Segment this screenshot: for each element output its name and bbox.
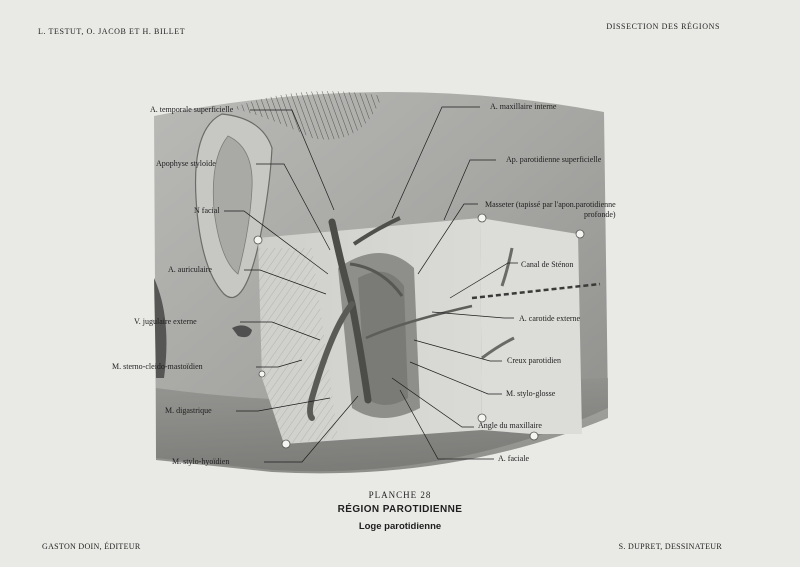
- label-sterno: M. sterno-cleido-mastoïdien: [112, 362, 203, 371]
- label-jugulaire: V. jugulaire externe: [134, 317, 197, 326]
- label-masseter: Masseter (tapissé par l'apon.parotidienne: [485, 200, 616, 209]
- label-stylohyoidien: M. stylo-hyoïdien: [172, 457, 230, 466]
- label-stenon: Canal de Sténon: [521, 260, 574, 269]
- plate-number: PLANCHE 28: [368, 490, 432, 500]
- header-authors: L. TESTUT, O. JACOB ET H. BILLET: [38, 27, 186, 36]
- label-digastrique: M. digastrique: [165, 406, 212, 415]
- header-section: DISSECTION DES RÉGIONS: [606, 22, 720, 31]
- label-apo-parotidienne: Ap. parotidienne superficielle: [506, 155, 602, 164]
- footer-artist: S. DUPRET, DESSINATEUR: [618, 542, 722, 551]
- label-maxillaire-interne: A. maxillaire interne: [490, 102, 557, 111]
- label-styloglosse: M. stylo-glosse: [506, 389, 556, 398]
- footer-publisher: GASTON DOIN, ÉDITEUR: [42, 542, 141, 551]
- label-carotide: A. carotide externe: [519, 314, 581, 323]
- label-n-facial: N facial: [194, 206, 220, 215]
- label-creux: Creux parotidien: [507, 356, 561, 365]
- label-masseter-cont: profonde): [584, 210, 616, 219]
- plate-subtitle: Loge parotidienne: [358, 521, 442, 532]
- label-faciale: A. faciale: [498, 454, 530, 463]
- label-temporale: A. temporale superficielle: [150, 105, 234, 114]
- plate-title: RÉGION PAROTIDIENNE: [337, 504, 463, 515]
- label-angle: Angle du maxillaire: [478, 421, 542, 430]
- label-auriculaire: A. auriculaire: [168, 265, 212, 274]
- label-apophyse: Apophyse styloïde: [156, 159, 216, 168]
